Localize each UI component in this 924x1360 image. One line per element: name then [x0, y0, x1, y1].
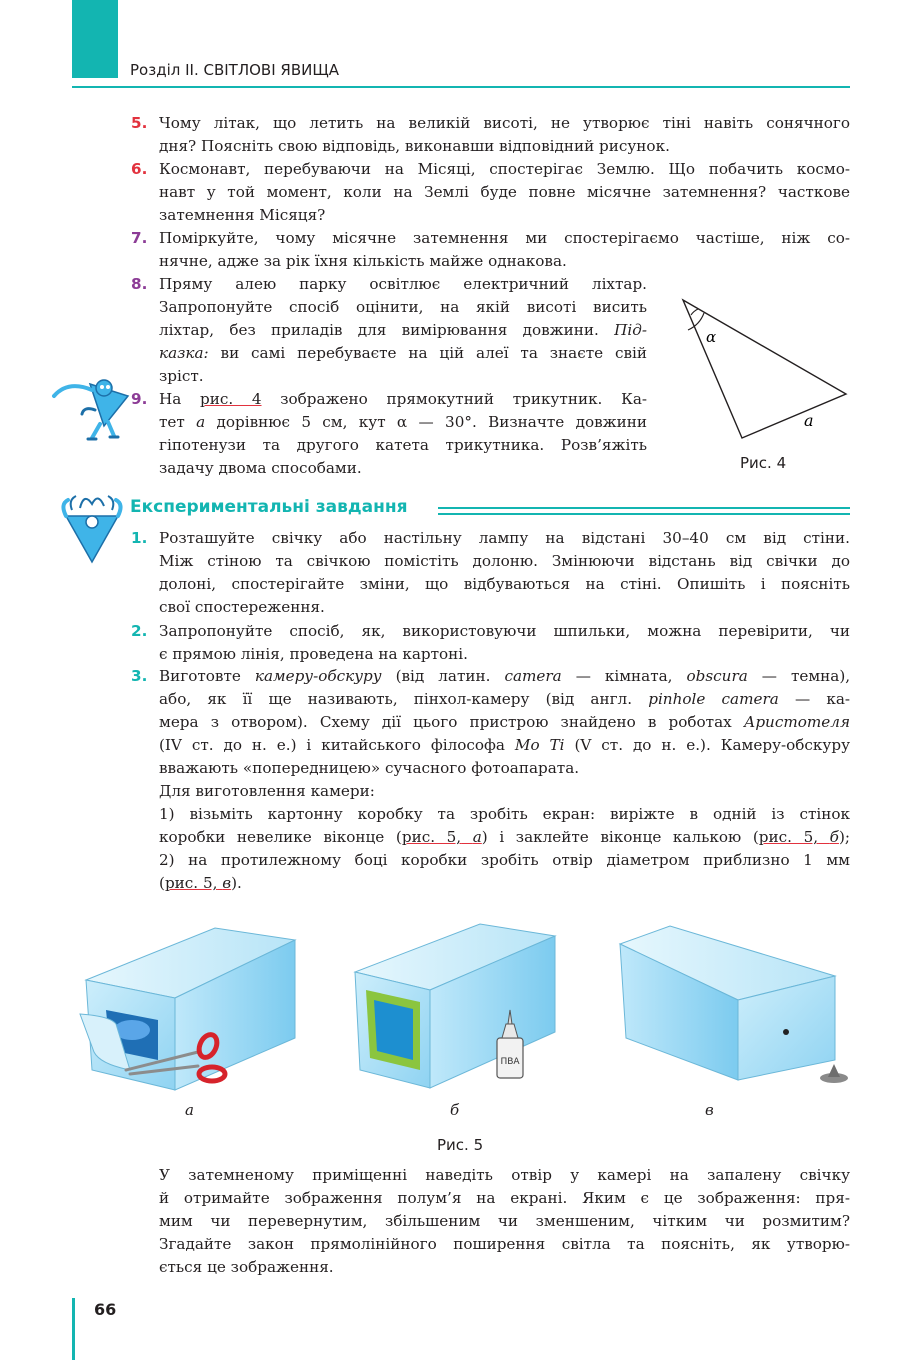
text-line: зріст. [159, 367, 204, 385]
question-6 [131, 158, 850, 227]
figure-5-caption: Рис. 5 [437, 1136, 484, 1154]
triangle-shape [683, 300, 846, 438]
figure-reference-link[interactable]: рис. 5, в [164, 874, 232, 892]
hint-label: казка: [159, 344, 209, 362]
text-line: затемнення Місяця? [159, 206, 326, 224]
text-line: Запропонуйте спосіб, як, використовуючи шпильки, можна перевірити, чи [159, 622, 850, 640]
text-line: (рис. 5, в). [159, 874, 242, 892]
page-number-bar [72, 1298, 75, 1360]
question-number: 6. [131, 160, 148, 178]
section-rule [438, 513, 850, 515]
right-triangle-figure [678, 292, 858, 452]
text-line: й отримайте зображення полум’я на екрані. Яким є це зображення: пря- [159, 1189, 850, 1207]
figure-reference-link[interactable]: рис. 5, б [758, 828, 839, 846]
text-line: Для виготовлення камери: [159, 782, 375, 800]
task-3 [131, 665, 851, 895]
angle-arc [691, 309, 698, 315]
task-number: 1. [131, 529, 148, 547]
text-line: мера з отвором). Схему дії цього пристрою знайдено в роботах Аристотеля [159, 713, 850, 731]
text-line: Розташуйте свічку або настільну лампу на відстані 30–40 см від стіни. [159, 529, 850, 547]
text-line: У затемненому приміщенні наведіть отвір у камері на запалену свічку [159, 1166, 850, 1184]
section-title: Експериментальні завдання [130, 497, 408, 517]
experiment-mascot-icon [58, 490, 126, 566]
text-line: Між стіною та свічкою помістіть долоню. Змінюючи відстань від свічки до [159, 552, 850, 570]
text-line: 1) візьміть картонну коробку та зробіть екран: виріжте в одній із стінок [159, 805, 850, 823]
task-number: 2. [131, 622, 148, 640]
pinhole [783, 1029, 789, 1035]
text-line: Згадайте закон прямолінійного поширення світла та поясніть, як утворю- [159, 1235, 850, 1253]
text-line: коробки невелике віконце (рис. 5, а) і заклейте віконце калькою (рис. 5, б); [159, 828, 850, 846]
text-line: вважають «попередницею» сучасного фотоапарата. [159, 759, 580, 777]
text-line: гіпотенузи та другого катета трикутника. Розв’яжіть [159, 436, 647, 454]
text-line: є прямою лінія, проведена на картоні. [159, 645, 468, 663]
question-number: 9. [131, 390, 148, 408]
hint-label: Під- [614, 321, 648, 339]
box-c [620, 926, 848, 1083]
text-line: казка: ви самі перебуваєте на цій алеї та знаєте свій [159, 344, 647, 362]
side-label: a [804, 411, 814, 430]
text-line: Виготовте камеру-обскуру (від латин. camera — кімната, obscura — темна), [159, 667, 851, 685]
text-line: Запропонуйте спосіб оцінити, на якій висоті висить [159, 298, 647, 316]
task-1 [131, 527, 850, 619]
glue-label: ПВА [500, 1057, 520, 1067]
figure-sublabel-c: в [705, 1101, 714, 1119]
section-rule [438, 507, 850, 509]
task-number: 3. [131, 667, 148, 685]
figure-4-caption: Рис. 4 [740, 454, 787, 472]
text-line: задачу двома способами. [159, 459, 362, 477]
question-7 [131, 227, 850, 273]
chapter-title: Розділ ІІ. СВІТЛОВІ ЯВИЩА [130, 61, 339, 79]
text-line: Пряму алею парку освітлює електричний ліхтар. [159, 275, 647, 293]
task-2 [131, 620, 850, 666]
text-line: долоні, спостерігайте зміни, що відбуваються на стіні. Опишіть і поясніть [159, 575, 850, 593]
question-number: 5. [131, 114, 148, 132]
text-line: Чому літак, що летить на великій висоті, не утворює тіні навіть сонячного [159, 114, 850, 132]
text-line: 2) на протилежному боці коробки зробіть отвір діаметром приблизно 1 мм [159, 851, 850, 869]
text-line: або, як її ще називають, пінхол-камеру (від англ. pinhole camera — ка- [159, 690, 851, 708]
text-line: Космонавт, перебуваючи на Місяці, спостерігає Землю. Що побачить космо- [159, 160, 850, 178]
chapter-tab [72, 0, 118, 78]
text-line: На рис. 4 зображено прямокутний трикутник. Ка- [159, 390, 648, 408]
angle-label: α [706, 328, 717, 346]
question-9 [131, 388, 648, 480]
text-line: нячне, адже за рік їхня кількість майже однакова. [159, 252, 567, 270]
page-number: 66 [94, 1300, 117, 1319]
question-number: 8. [131, 275, 148, 293]
figure-sublabel-b: б [450, 1101, 460, 1119]
text-line: дня? Поясніть свою відповідь, виконавши відповідний рисунок. [159, 137, 670, 155]
box-b [355, 924, 555, 1088]
text-line: свої спостереження. [159, 598, 325, 616]
text-line: (IV ст. до н. е.) і китайського філософа Мо Ті (V ст. до н. е.). Камеру-обскуру [159, 736, 851, 754]
header-rule [72, 86, 850, 88]
camera-obscura-figure [70, 920, 860, 1095]
text-line: Поміркуйте, чому місячне затемнення ми спостерігаємо частіше, ніж со- [159, 229, 850, 247]
box-a [80, 928, 295, 1090]
final-paragraph [159, 1164, 850, 1279]
text-line: мим чи перевернутим, збільшеним чи зменшеним, чітким чи розмитим? [159, 1212, 850, 1230]
question-5 [131, 112, 850, 158]
question-number: 7. [131, 229, 148, 247]
thinking-mascot-icon [48, 374, 134, 444]
pushpin-icon [820, 1064, 848, 1083]
text-line: навт у той момент, коли на Землі буде повне місячне затемнення? часткове [159, 183, 850, 201]
text-line: тет a дорівнює 5 см, кут α — 30°. Визначте довжини [159, 413, 647, 431]
figure-reference-link[interactable]: рис. 4 [200, 390, 262, 408]
text-line: ліхтар, без приладів для вимірювання довжини. Під- [159, 321, 648, 339]
text-line: ється це зображення. [159, 1258, 334, 1276]
figure-sublabel-a: а [185, 1101, 194, 1119]
question-8 [131, 273, 648, 388]
figure-reference-link[interactable]: рис. 5, а [401, 828, 482, 846]
